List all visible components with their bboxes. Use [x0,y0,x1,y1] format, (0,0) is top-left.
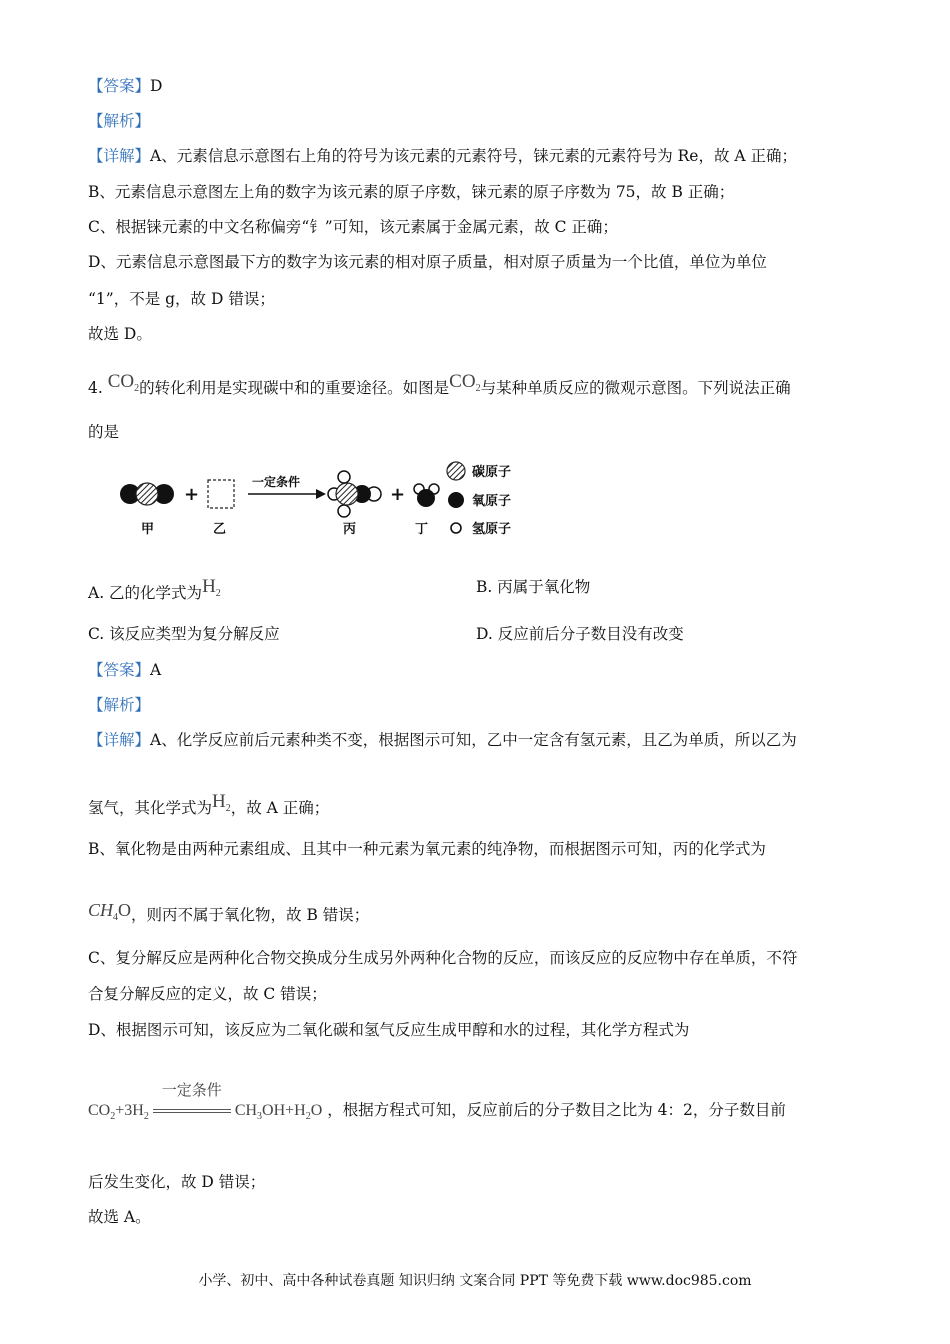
q4-equation-line [88,1082,786,1132]
h2-formula: $H_2$ [202,576,221,599]
molecule-ding [414,484,439,507]
equation-condition: 一定条件 [161,1083,222,1099]
answer-tag: 【答案】 [88,77,151,95]
option-c: C. 该反应类型为复分解反应 [88,625,280,643]
ch4o-formula: $CH_4O$ [88,900,132,923]
molecule-jia [120,483,174,505]
label-bing: 丙 [343,522,357,537]
q3-analysis-tag: 【解析】 [88,112,151,130]
q3-answer [88,76,162,96]
q4-detail-d-cont: 后发生变化，故 D 错误； [88,1173,266,1191]
q4-detail-b-cont: $CH_4O$，则丙不属于氧化物，故 B 错误； [88,900,370,924]
label-ding: 丁 [415,522,429,537]
carbon-legend-icon [447,462,465,480]
q4-stem: 4. $CO_2$的转化利用是实现碳中和的重要途径。如图是$CO_2$与某种单质反应的微观示意图。下列说法正确 [88,371,791,397]
detail-tag: 【详解】 [88,731,151,749]
hydrogen-legend-icon [451,523,461,533]
option-d: D. 反应前后分子数目没有改变 [476,625,684,643]
answer-value: D [150,77,163,95]
question-number: 4. [88,379,103,397]
q4-answer [88,660,161,680]
q4-detail-c: C、复分解反应是两种化合物交换成分生成另外两种化合物的反应，而该反应的反应物中存在单质，不符 [88,949,798,967]
q3-conclusion: 故选 D。 [88,325,152,343]
co2-formula: $CO_2$ [107,371,140,394]
unknown-box [208,480,234,508]
molecule-bing [328,471,381,517]
q3-detail-d-cont: “1”，不是 g，故 D 错误； [88,290,275,308]
q4-detail-d: D、根据图示可知，该反应为二氧化碳和氢气反应生成甲醇和水的过程，其化学方程式为 [88,1021,690,1039]
legend-carbon: 碳原子 [472,465,512,480]
page-footer: 小学、初中、高中各种试卷真题 知识归纳 文案合同 PPT 等免费下载 www.doc985.com [198,1273,752,1289]
co2-formula-2: $CO_2$ [449,371,481,394]
q4-stem-cont: 的是 [88,423,120,441]
legend-oxygen: 氧原子 [472,494,512,509]
option-b: B. 丙属于氧化物 [476,578,591,596]
reaction-arrow [248,489,326,499]
h2-formula-2: $H_2$ [212,791,231,814]
plus-1: + [184,484,200,505]
label-yi: 乙 [213,522,227,537]
q3-detail-d: D、元素信息示意图最下方的数字为该元素的相对原子质量，相对原子质量为一个比值，单位为单位 [88,253,767,271]
answer-value: A [150,661,162,679]
q3-detail-a [88,146,797,166]
q4-detail-a-cont: 氢气，其化学式为$H_2$，故 A 正确； [88,791,330,817]
legend-hydrogen: 氢原子 [472,522,512,537]
condition-arrow [153,1083,231,1113]
detail-text: A、元素信息示意图右上角的符号为该元素的元素符号，铼元素的元素符号为 Re，故 A 正确； [150,147,798,165]
oxygen-legend-icon [448,492,464,508]
equation-explanation: ，根据方程式可知，反应前后的分子数目之比为 4：2，分子数目前 [327,1101,786,1119]
reaction-diagram [112,458,532,540]
q4-analysis-tag: 【解析】 [88,696,151,714]
label-jia: 甲 [141,522,155,537]
detail-tag: 【详解】 [88,147,151,165]
q3-detail-b: B、元素信息示意图左上角的数字为该元素的原子序数，铼元素的原子序数为 75，故 B 正确； [88,183,735,201]
chemical-equation: $CO_2+3H_2$ 一定条件 $CH_3OH+H_2O$ [88,1083,323,1122]
legend [447,462,511,537]
q3-detail-c: C、根据铼元素的中文名称偏旁“钅”可知，该元素属于金属元素，故 C 正确； [88,218,618,236]
option-a: A. 乙的化学式为$H_2$ [88,576,221,602]
q4-conclusion: 故选 A。 [88,1208,151,1226]
q4-detail-b: B、氧化物是由两种元素组成、且其中一种元素为氧元素的纯净物，而根据图示可知，丙的化学式为 [88,840,766,858]
plus-2: + [390,484,406,505]
answer-tag: 【答案】 [88,661,151,679]
arrow-label: 一定条件 [252,475,301,489]
q4-detail-a: 【详解】A、化学反应前后元素种类不变，根据图示可知，乙中一定含有氢元素，且乙为单质，所以乙为 [88,731,797,749]
q4-detail-c-cont: 合复分解反应的定义，故 C 错误； [88,985,327,1003]
